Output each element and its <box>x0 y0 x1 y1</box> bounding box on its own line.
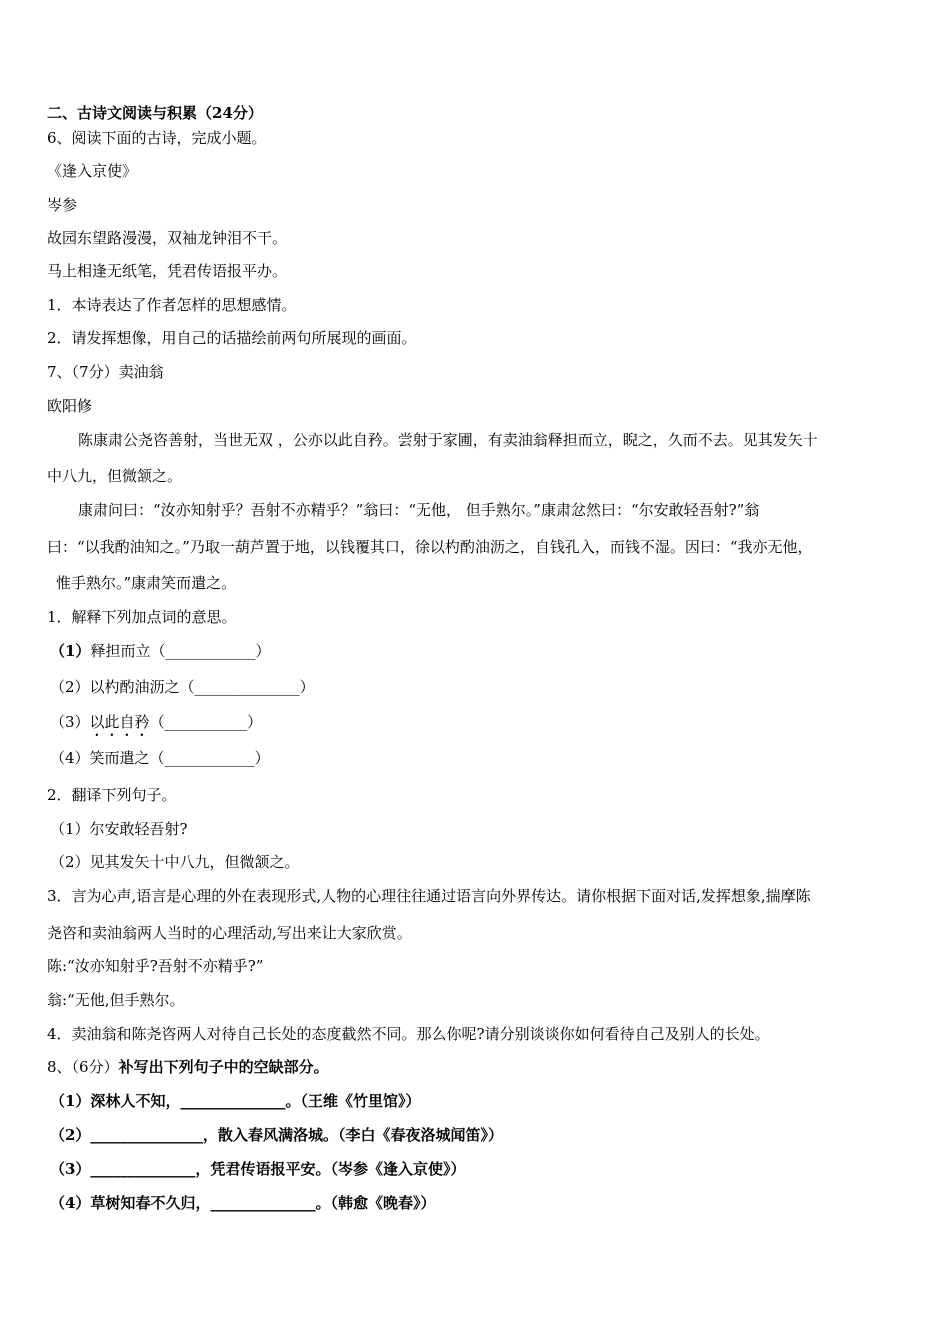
item-number: （1） <box>50 642 91 660</box>
answer-blank: ____________ <box>165 642 256 660</box>
poem-line-1: 故园东望路漫漫，双袖龙钟泪不干。 <box>47 229 288 247</box>
poem-line-2: 马上相逢无纸笔，凭君传语报平办。 <box>47 262 288 280</box>
q6-intro: 6、阅读下面的古诗，完成小题。 <box>47 129 267 147</box>
dialog-weng: 翁:“无他,但手熟尔。 <box>47 991 185 1009</box>
q7-sub1-item-4 <box>50 748 270 768</box>
q6-sub-1: 1．本诗表达了作者怎样的思想感情。 <box>47 296 297 314</box>
dialog-chen: 陈:“汝亦知射乎?吾射不亦精乎?” <box>47 957 264 975</box>
passage-p1-line-2: 中八九，但微颔之。 <box>47 467 183 485</box>
q8-number: 8、（6分） <box>47 1058 119 1076</box>
passage-p2-line-3: 惟手熟尔。”康肃笑而遣之。 <box>56 574 237 592</box>
q7-sub1-item-1 <box>50 641 270 661</box>
passage-p1-line-1: 陈康肃公尧咨善射，当世无双 ，公亦以此自矜。尝射于家圃，有卖油翁释担而立，睨之，久而不去。见其发矢十 <box>78 431 818 449</box>
q8-instruction: 补写出下列句子中的空缺部分。 <box>118 1058 329 1076</box>
q7-sub-2: 2．翻译下列句子。 <box>47 786 177 804</box>
q7-sub2-item-1: （1）尔安敢轻吾射? <box>50 820 188 838</box>
q7-sub1-item-3 <box>50 712 262 740</box>
item-end: ） <box>247 713 263 731</box>
item-number: （4） <box>50 749 90 767</box>
q7-author: 欧阳修 <box>47 397 93 415</box>
q8-item-1: （1）深林人不知，______________。（王维《竹里馆》） <box>50 1092 421 1110</box>
poem-title: 《逢入京使》 <box>47 162 138 180</box>
item-end: ） <box>254 749 270 767</box>
q7-sub-1: 1．解释下列加点词的意思。 <box>47 608 237 626</box>
section-title: 二、古诗文阅读与积累（24分） <box>47 104 263 122</box>
q7-sub-4: 4．卖油翁和陈尧咨两人对待自己长处的态度截然不同。那么你呢?请分别谈谈你如何看待自己及别人的长处。 <box>47 1025 770 1043</box>
item-text: 释担而立（ <box>90 642 166 660</box>
q8-item-4: （4）草树知春不久归，______________。（韩愈《晚春》） <box>50 1194 436 1212</box>
q7-sub2-item-2: （2）见其发矢十中八九，但微颔之。 <box>50 853 300 871</box>
item-number: （2） <box>50 678 90 696</box>
answer-blank: ____________ <box>164 749 255 767</box>
q8-intro <box>47 1057 329 1077</box>
item-text: 笑而遣之（ <box>89 749 165 767</box>
q7-sub-3-line-2: 尧咨和卖油翁两人当时的心理活动,写出来让大家欣赏。 <box>47 924 412 942</box>
passage-p2-line-1: 康肃问曰：“汝亦知射乎？吾射不亦精乎？”翁曰：“无他， 但手熟尔。”康肃忿然曰：“尔安敢轻吾射?”翁 <box>78 501 760 519</box>
item-number: （3） <box>50 713 90 731</box>
q8-item-2: （2）_______________，散入春风满洛城。（李白《春夜洛城闻笛》） <box>50 1126 503 1144</box>
q8-item-3: （3）______________，凭君传语报平安。（岑参《逢入京使》） <box>50 1160 466 1178</box>
item-end: ） <box>299 678 315 696</box>
q7-intro: 7、（7分）卖油翁 <box>47 363 164 381</box>
poem-author: 岑参 <box>47 196 78 214</box>
answer-blank: ______________ <box>194 678 300 696</box>
q7-sub1-item-2 <box>50 677 315 697</box>
item-paren: （ <box>149 713 165 731</box>
item-text: 以杓酌油沥之（ <box>89 678 195 696</box>
item-end: ） <box>255 642 271 660</box>
item-text: 以此自矜 <box>89 713 150 731</box>
q6-sub-2: 2．请发挥想像，用自己的话描绘前两句所展现的画面。 <box>47 329 417 347</box>
answer-blank: ___________ <box>164 713 248 731</box>
passage-p2-line-2: 曰：“以我酌油知之。”乃取一葫芦置于地，以钱覆其口，徐以杓酌油沥之，自钱孔入，而钱不湿。因曰：“我亦无他， <box>47 538 813 556</box>
q7-sub-3-line-1: 3．言为心声,语言是心理的外在表现形式,人物的心理往往通过语言向外界传达。请你根据下面对话,发挥想象,揣摩陈 <box>47 887 811 905</box>
